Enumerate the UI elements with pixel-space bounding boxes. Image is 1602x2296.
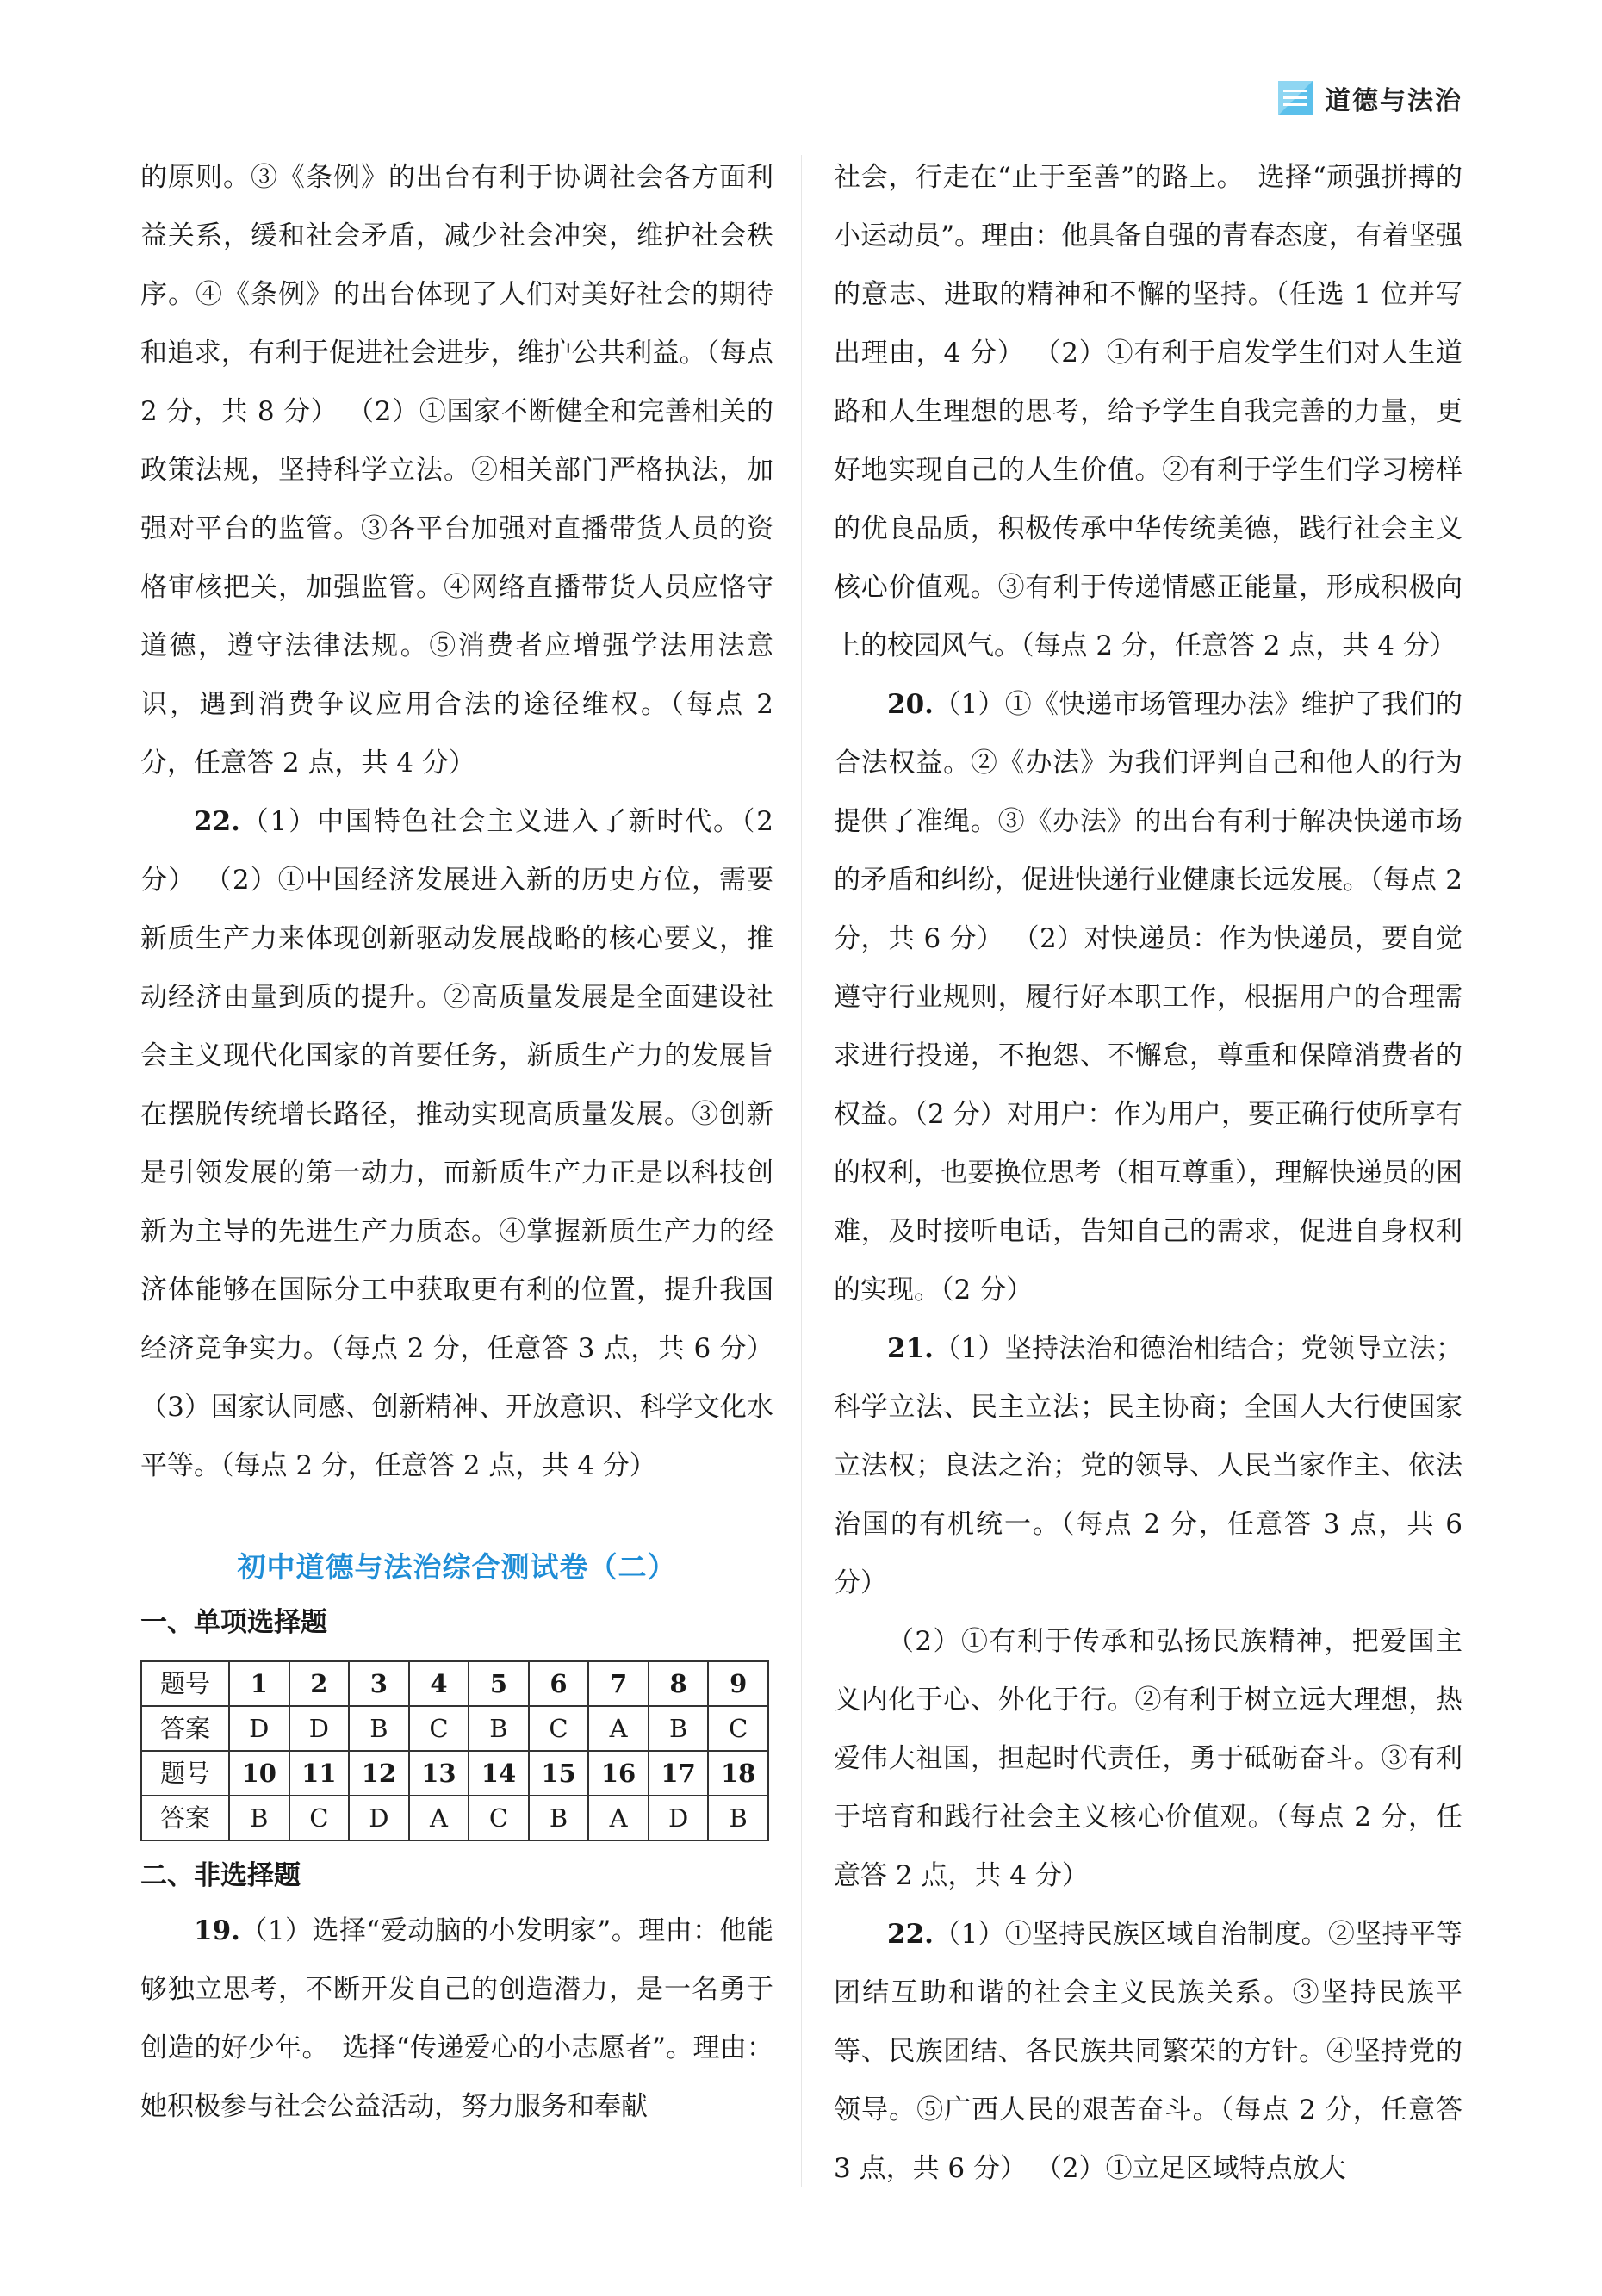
- book-stripes-icon: [1278, 81, 1313, 115]
- table-row-numbers-1: [141, 1661, 768, 1706]
- table-row-answers-1: [141, 1706, 768, 1751]
- answer-cell: A: [588, 1796, 649, 1840]
- answer-cell: B: [529, 1796, 589, 1840]
- question-number: 8: [649, 1661, 709, 1706]
- answer-cell: C: [529, 1706, 589, 1751]
- q19-number: 19.: [194, 1915, 240, 1946]
- question-number: 5: [469, 1661, 529, 1706]
- question-number: 4: [409, 1661, 469, 1706]
- section-title: 初中道德与法治综合测试卷（二）: [237, 1550, 677, 1584]
- label-question-number: 题号: [141, 1751, 229, 1796]
- q21-number: 21.: [887, 1333, 934, 1364]
- table-row-answers-2: [141, 1796, 768, 1840]
- label-question-number: 题号: [141, 1661, 229, 1706]
- question-number: 16: [588, 1751, 649, 1796]
- answer-cell: B: [349, 1706, 409, 1751]
- answer-cell: D: [289, 1706, 350, 1751]
- question-number: 1: [229, 1661, 289, 1706]
- page-header: [1278, 76, 1462, 121]
- q20-text: （1）①《快递市场管理办法》维护了我们的合法权益。②《办法》为我们评判自己和他人的行为提供了准绳。③《办法》的出台有利于解决快递市场的矛盾和纠纷，促进快递行业健康长远发展。（每点 2 分，共 6 分） （2）对快递员：作为快递员，要自觉遵守行业规则，履行好本职工作，根据用户的合理需求进行投递，不抱怨、不懈怠，尊重和保障消费者的权益。（2 分）对用户：作为用户，要正确行使所享有的权利，也要换位思考（相互尊重），理解快递员的困难，及时接听电话，告知自己的需求，促进自身权利的实现。（2 分）: [834, 689, 1462, 1306]
- right-column: [834, 148, 1462, 2198]
- answer-cell: A: [588, 1706, 649, 1751]
- question-number: 13: [409, 1751, 469, 1796]
- q22-answer: [140, 792, 773, 1495]
- q20-answer: [834, 675, 1462, 1319]
- q21-answer-continuation: 的原则。③《条例》的出台有利于协调社会各方面利益关系，缓和社会矛盾，减少社会冲突，维护社会秩序。④《条例》的出台体现了人们对美好社会的期待和追求，有利于促进社会进步，维护公共利益。（每点 2 分，共 8 分） （2）①国家不断健全和完善相关的政策法规，坚持科学立法。②相关部门严格执法，加强对平台的监管。③各平台加强对直播带货人员的资格审核把关，加强监管。④网络直播带货人员应恪守道德，遵守法律法规。⑤消费者应增强学法用法意识，遇到消费争议应用合法的途径维权。（每点 2 分，任意答 2 点，共 4 分）: [140, 162, 773, 779]
- q21-text: （1）坚持法治和德治相结合；党领导立法；科学立法、民主立法；民主协商；全国人大行使国家立法权；良法之治；党的领导、人民当家作主、依法治国的有机统一。（每点 2 分，任意答 3 点，共 6 分）: [834, 1333, 1462, 1598]
- answer-cell: B: [469, 1706, 529, 1751]
- question-number: 10: [229, 1751, 289, 1796]
- question-number: 2: [289, 1661, 350, 1706]
- q22-answer-right: [834, 1905, 1462, 2198]
- section1-heading: 一、单项选择题: [140, 1607, 327, 1638]
- label-answer: 答案: [141, 1796, 229, 1840]
- question-number: 12: [349, 1751, 409, 1796]
- question-number: 11: [289, 1751, 350, 1796]
- q19-text: （1）选择“爱动脑的小发明家”。理由：他能够独立思考，不断开发自己的创造潜力，是一名勇于创造的好少年。 选择“传递爱心的小志愿者”。理由：她积极参与社会公益活动，努力服务和奉献: [140, 1915, 773, 2122]
- subject-title: 道德与法治: [1325, 86, 1462, 116]
- question-number: 9: [708, 1661, 768, 1706]
- answer-cell: D: [229, 1706, 289, 1751]
- question-number: 14: [469, 1751, 529, 1796]
- left-column: [140, 148, 773, 2136]
- question-number: 6: [529, 1661, 589, 1706]
- question-number: 7: [588, 1661, 649, 1706]
- question-number: 18: [708, 1751, 768, 1796]
- q21-answer-part2: （2）①有利于传承和弘扬民族精神，把爱国主义内化于心、外化于行。②有利于树立远大理想，热爱伟大祖国，担起时代责任，勇于砥砺奋斗。③有利于培育和践行社会主义核心价值观。（每点 2 分，任意答 2 点，共 4 分）: [834, 1626, 1462, 1891]
- answer-cell: B: [649, 1706, 709, 1751]
- q22-text-right: （1）①坚持民族区域自治制度。②坚持平等团结互助和谐的社会主义民族关系。③坚持民族平等、民族团结、各民族共同繁荣的方针。④坚持党的领导。⑤广西人民的艰苦奋斗。（每点 2 分，任意答 3 点，共 6 分） （2）①立足区域特点放大: [834, 1919, 1462, 2184]
- q22-number: 22.: [194, 806, 240, 837]
- answer-cell: D: [649, 1796, 709, 1840]
- answer-cell: A: [409, 1796, 469, 1840]
- column-divider: [801, 155, 802, 2187]
- question-number: 15: [529, 1751, 589, 1796]
- label-answer: 答案: [141, 1706, 229, 1751]
- answer-cell: C: [289, 1796, 350, 1840]
- answer-cell: B: [229, 1796, 289, 1840]
- answer-cell: C: [708, 1706, 768, 1751]
- q22-text: （1）中国特色社会主义进入了新时代。（2 分） （2）①中国经济发展进入新的历史方位，需要新质生产力来体现创新驱动发展战略的核心要义，推动经济由量到质的提升。②高质量发展是全面建设社会主义现代化国家的首要任务，新质生产力的发展旨在摆脱传统增长路径，推动实现高质量发展。③创新是引领发展的第一动力，而新质生产力正是以科技创新为主导的先进生产力质态。④掌握新质生产力的经济体能够在国际分工中获取更有利的位置，提升我国经济竞争实力。（每点 2 分，任意答 3 点，共 6 分） （3）国家认同感、创新精神、开放意识、科学文化水平等。（每点 2 分，任意答 2 点，共 4 分）: [140, 806, 773, 1481]
- q19-answer: [140, 1902, 773, 2136]
- answer-cell: B: [708, 1796, 768, 1840]
- q19-answer-continuation: 社会，行走在“止于至善”的路上。 选择“顽强拼搏的小运动员”。理由：他具备自强的青春态度，有着坚强的意志、进取的精神和不懈的坚持。（任选 1 位并写出理由，4 分） （2）①有利于启发学生们对人生道路和人生理想的思考，给予学生自我完善的力量，更好地实现自己的人生价值。②有利于学生们学习榜样的优良品质，积极传承中华传统美德，践行社会主义核心价值观。③有利于传递情感正能量，形成积极向上的校园风气。（每点 2 分，任意答 2 点，共 4 分）: [834, 162, 1462, 661]
- question-number: 17: [649, 1751, 709, 1796]
- question-number: 3: [349, 1661, 409, 1706]
- spacer: [140, 1495, 773, 1540]
- table-row-numbers-2: [141, 1751, 768, 1796]
- answer-cell: C: [469, 1796, 529, 1840]
- q22-number-right: 22.: [887, 1919, 934, 1950]
- answer-table: [140, 1660, 769, 1841]
- q20-number: 20.: [887, 689, 934, 720]
- answer-cell: C: [409, 1706, 469, 1751]
- q21-answer: [834, 1319, 1462, 1612]
- section2-heading: 二、非选择题: [140, 1860, 301, 1891]
- answer-cell: D: [349, 1796, 409, 1840]
